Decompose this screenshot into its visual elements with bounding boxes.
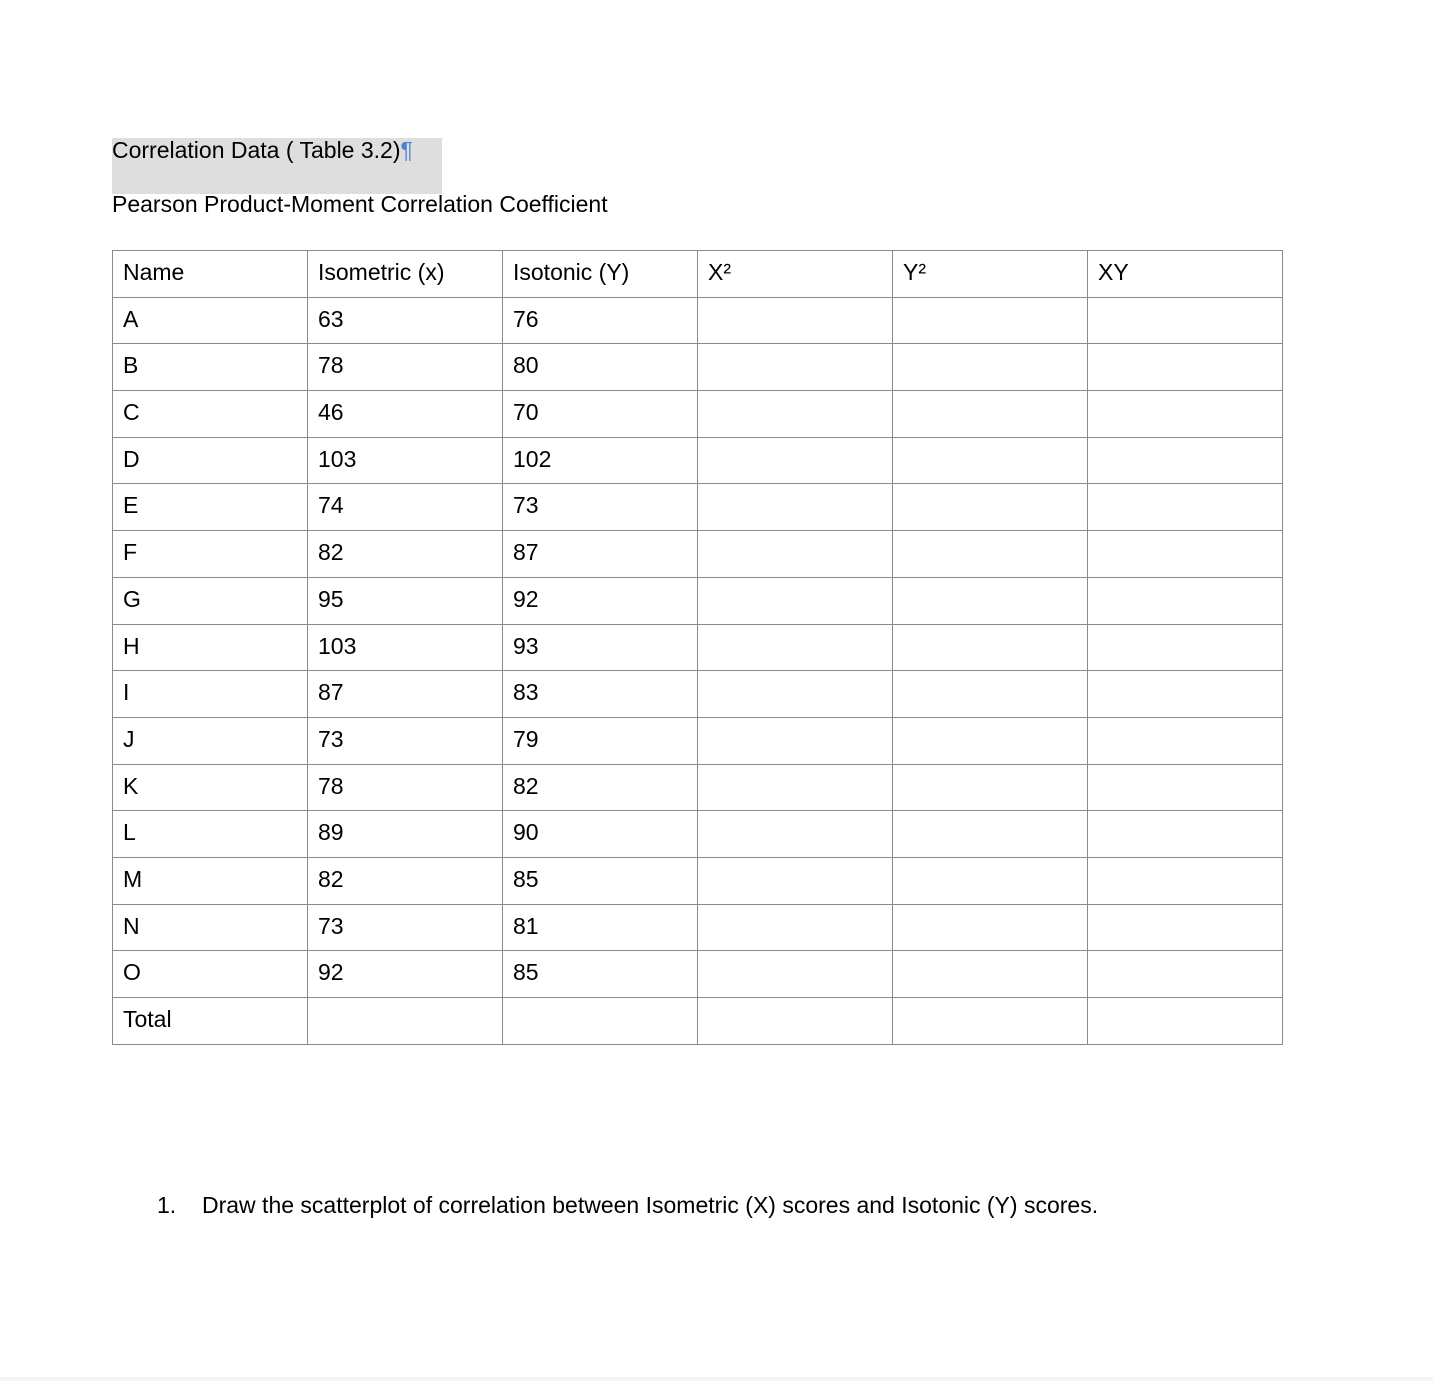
cell-isotonic[interactable]: 70 xyxy=(503,391,698,438)
cell-isotonic[interactable]: 82 xyxy=(503,764,698,811)
cell-x-squared[interactable] xyxy=(698,437,893,484)
correlation-table xyxy=(112,250,1283,1045)
cell-isotonic[interactable]: 85 xyxy=(503,857,698,904)
cell-xy[interactable] xyxy=(1088,531,1283,578)
document-title-text[interactable]: Correlation Data ( Table 3.2) xyxy=(112,137,401,163)
cell-name[interactable]: F xyxy=(113,531,308,578)
cell-x-squared[interactable] xyxy=(698,717,893,764)
cell-y-squared[interactable] xyxy=(893,998,1088,1045)
cell-xy[interactable] xyxy=(1088,437,1283,484)
cell-isometric[interactable]: 78 xyxy=(308,344,503,391)
cell-isometric[interactable]: 95 xyxy=(308,577,503,624)
table-row xyxy=(113,297,1283,344)
cell-name[interactable]: Total xyxy=(113,998,308,1045)
document-title[interactable] xyxy=(112,135,413,165)
cell-name[interactable]: L xyxy=(113,811,308,858)
cell-isotonic[interactable]: 93 xyxy=(503,624,698,671)
cell-y-squared[interactable] xyxy=(893,857,1088,904)
cell-isotonic[interactable]: 87 xyxy=(503,531,698,578)
cell-name[interactable]: O xyxy=(113,951,308,998)
cell-isometric[interactable]: 103 xyxy=(308,624,503,671)
cell-y-squared[interactable] xyxy=(893,531,1088,578)
cell-y-squared[interactable] xyxy=(893,811,1088,858)
cell-xy[interactable] xyxy=(1088,857,1283,904)
cell-y-squared[interactable] xyxy=(893,344,1088,391)
cell-xy[interactable] xyxy=(1088,484,1283,531)
cell-isometric[interactable]: 63 xyxy=(308,297,503,344)
table-row xyxy=(113,717,1283,764)
cell-isotonic[interactable]: 80 xyxy=(503,344,698,391)
cell-isometric[interactable] xyxy=(308,998,503,1045)
header-y-squared[interactable]: Y² xyxy=(893,251,1088,298)
cell-isotonic[interactable]: 92 xyxy=(503,577,698,624)
cell-isometric[interactable]: 46 xyxy=(308,391,503,438)
cell-y-squared[interactable] xyxy=(893,717,1088,764)
cell-y-squared[interactable] xyxy=(893,904,1088,951)
cell-isometric[interactable]: 73 xyxy=(308,904,503,951)
cell-isometric[interactable]: 92 xyxy=(308,951,503,998)
header-isotonic[interactable]: Isotonic (Y) xyxy=(503,251,698,298)
cell-xy[interactable] xyxy=(1088,998,1283,1045)
table-row xyxy=(113,904,1283,951)
cell-xy[interactable] xyxy=(1088,764,1283,811)
cell-xy[interactable] xyxy=(1088,624,1283,671)
table-row xyxy=(113,857,1283,904)
cell-x-squared[interactable] xyxy=(698,531,893,578)
table-row xyxy=(113,531,1283,578)
cell-y-squared[interactable] xyxy=(893,437,1088,484)
cell-name[interactable]: C xyxy=(113,391,308,438)
cell-x-squared[interactable] xyxy=(698,624,893,671)
cell-name[interactable]: H xyxy=(113,624,308,671)
cell-isometric[interactable]: 89 xyxy=(308,811,503,858)
cell-xy[interactable] xyxy=(1088,904,1283,951)
table-row xyxy=(113,811,1283,858)
cell-xy[interactable] xyxy=(1088,391,1283,438)
table-row xyxy=(113,764,1283,811)
cell-isotonic[interactable]: 79 xyxy=(503,717,698,764)
cell-isotonic[interactable] xyxy=(503,998,698,1045)
document-subtitle[interactable]: Pearson Product-Moment Correlation Coefficient xyxy=(112,191,608,217)
cell-xy[interactable] xyxy=(1088,344,1283,391)
cell-name[interactable]: B xyxy=(113,344,308,391)
cell-name[interactable]: D xyxy=(113,437,308,484)
table-row xyxy=(113,671,1283,718)
cell-isotonic[interactable]: 90 xyxy=(503,811,698,858)
table-row xyxy=(113,484,1283,531)
cell-name[interactable]: M xyxy=(113,857,308,904)
cell-x-squared[interactable] xyxy=(698,577,893,624)
cell-name[interactable]: G xyxy=(113,577,308,624)
table-row xyxy=(113,437,1283,484)
cell-isotonic[interactable]: 73 xyxy=(503,484,698,531)
header-x-squared[interactable]: X² xyxy=(698,251,893,298)
cell-x-squared[interactable] xyxy=(698,297,893,344)
question-item[interactable] xyxy=(157,1190,1098,1220)
table-header-row xyxy=(113,251,1283,298)
cell-xy[interactable] xyxy=(1088,577,1283,624)
cell-y-squared[interactable] xyxy=(893,951,1088,998)
table-row xyxy=(113,951,1283,998)
cell-y-squared[interactable] xyxy=(893,764,1088,811)
cell-xy[interactable] xyxy=(1088,297,1283,344)
cell-isotonic[interactable]: 76 xyxy=(503,297,698,344)
paragraph-mark-icon: ¶ xyxy=(400,137,413,163)
cell-xy[interactable] xyxy=(1088,671,1283,718)
table-row xyxy=(113,577,1283,624)
cell-isotonic[interactable]: 85 xyxy=(503,951,698,998)
page-bottom-edge xyxy=(0,1377,1433,1381)
table-row xyxy=(113,998,1283,1045)
cell-isotonic[interactable]: 83 xyxy=(503,671,698,718)
table-row xyxy=(113,344,1283,391)
cell-isometric[interactable]: 87 xyxy=(308,671,503,718)
cell-isometric[interactable]: 78 xyxy=(308,764,503,811)
cell-x-squared[interactable] xyxy=(698,951,893,998)
cell-isotonic[interactable]: 102 xyxy=(503,437,698,484)
cell-y-squared[interactable] xyxy=(893,391,1088,438)
cell-name[interactable]: I xyxy=(113,671,308,718)
cell-x-squared[interactable] xyxy=(698,857,893,904)
cell-y-squared[interactable] xyxy=(893,624,1088,671)
cell-x-squared[interactable] xyxy=(698,391,893,438)
cell-xy[interactable] xyxy=(1088,717,1283,764)
table-row xyxy=(113,391,1283,438)
question-text[interactable]: Draw the scatterplot of correlation between Isometric (X) scores and Isotonic (Y) scores. xyxy=(202,1192,1099,1218)
cell-isometric[interactable]: 73 xyxy=(308,717,503,764)
cell-x-squared[interactable] xyxy=(698,671,893,718)
cell-x-squared[interactable] xyxy=(698,904,893,951)
question-number: 1. xyxy=(157,1192,177,1218)
table-row xyxy=(113,624,1283,671)
cell-xy[interactable] xyxy=(1088,951,1283,998)
cell-name[interactable]: N xyxy=(113,904,308,951)
cell-y-squared[interactable] xyxy=(893,484,1088,531)
cell-name[interactable]: J xyxy=(113,717,308,764)
cell-x-squared[interactable] xyxy=(698,811,893,858)
cell-name[interactable]: A xyxy=(113,297,308,344)
table-body xyxy=(113,297,1283,1044)
cell-isometric[interactable]: 82 xyxy=(308,857,503,904)
cell-x-squared[interactable] xyxy=(698,344,893,391)
cell-y-squared[interactable] xyxy=(893,297,1088,344)
cell-y-squared[interactable] xyxy=(893,577,1088,624)
header-isometric[interactable]: Isometric (x) xyxy=(308,251,503,298)
cell-isotonic[interactable]: 81 xyxy=(503,904,698,951)
cell-isometric[interactable]: 82 xyxy=(308,531,503,578)
cell-x-squared[interactable] xyxy=(698,484,893,531)
cell-x-squared[interactable] xyxy=(698,764,893,811)
cell-isometric[interactable]: 103 xyxy=(308,437,503,484)
cell-name[interactable]: K xyxy=(113,764,308,811)
cell-x-squared[interactable] xyxy=(698,998,893,1045)
cell-name[interactable]: E xyxy=(113,484,308,531)
cell-isometric[interactable]: 74 xyxy=(308,484,503,531)
header-xy[interactable]: XY xyxy=(1088,251,1283,298)
cell-xy[interactable] xyxy=(1088,811,1283,858)
header-name[interactable]: Name xyxy=(113,251,308,298)
cell-y-squared[interactable] xyxy=(893,671,1088,718)
